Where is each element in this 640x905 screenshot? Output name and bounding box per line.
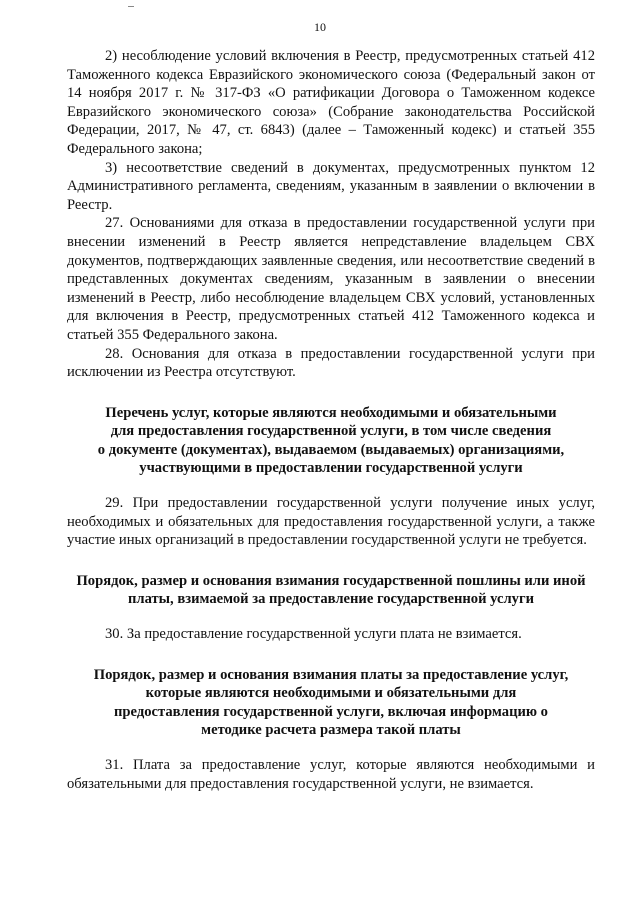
- document-body: [67, 47, 595, 793]
- heading-line: Порядок, размер и основания взимания государственной пошлины или иной: [76, 572, 586, 589]
- heading-line: предоставления государственной услуги, включая информацию о: [114, 703, 548, 720]
- heading-line: которые являются необходимыми и обязательными для: [145, 685, 517, 702]
- paragraph-27: 27. Основаниями для отказа в предоставлении государственной услуги при внесении изменений в Реестр является непредставление владельцем СВХ документов, подтверждающих заявленные сведения, или несоответствие сведений в представленных документах сведениям, указанным в заявлении о внесении изменений в Реестр, либо несоблюдение владельцем СВХ условий, установленных для включения в Реестр, предусмотренных статьей 412 Таможенного кодекса и статьей 355 Федерального закона.: [67, 215, 595, 343]
- heading-line: участвующими в предоставлении государственной услуги: [139, 460, 523, 477]
- section-heading-state-fee: [67, 572, 595, 609]
- paragraph-28: 28. Основания для отказа в предоставлении государственной услуги при исключении из Реестра отсутствуют.: [67, 345, 595, 381]
- heading-line: Перечень услуг, которые являются необходимыми и обязательными: [105, 404, 557, 421]
- paragraph-30: 30. За предоставление государственной услуги плата не взимается.: [105, 626, 522, 643]
- heading-line: о документе (документах), выдаваемом (выдаваемых) организациями,: [97, 441, 565, 458]
- scan-artifact: [128, 6, 134, 7]
- page-number: 10: [314, 20, 326, 34]
- heading-line: методике расчета размера такой платы: [201, 722, 461, 739]
- paragraph-list-item-2: 2) несоблюдение условий включения в Реестр, предусмотренных статьей 412 Таможенного кодекса Евразийского экономического союза (Федеральный закон от 14 ноября 2017 г. № 317-ФЗ «О ратификации Договора о Таможенном кодексе Евразийского экономического союза» (Собрание законодательства Российской Федерации, 2017, № 47, ст. 6843) (далее – Таможенный кодекс) и статьей 355 Федерального закона;: [67, 48, 595, 157]
- section-heading-payment-for-services: [67, 666, 595, 740]
- paragraph-list-item-3: 3) несоответствие сведений в документах, предусмотренных пунктом 12 Административного регламента, сведениям, указанным в заявлении о включении в Реестр.: [67, 159, 595, 213]
- heading-line: Порядок, размер и основания взимания платы за предоставление услуг,: [93, 666, 569, 683]
- paragraph-31: 31. Плата за предоставление услуг, которые являются необходимыми и обязательными для предоставления государственной услуги, не взимается.: [67, 757, 595, 792]
- section-heading-services-list: [67, 404, 595, 478]
- paragraph-29: 29. При предоставлении государственной услуги получение иных услуг, необходимых и обязательных для предоставления государственной услуги, а также участие иных организаций в предоставлении государственной услуги не требуется.: [67, 495, 595, 549]
- heading-line: для предоставления государственной услуги, в том числе сведения: [110, 423, 552, 440]
- heading-line: платы, взимаемой за предоставление государственной услуги: [127, 591, 534, 608]
